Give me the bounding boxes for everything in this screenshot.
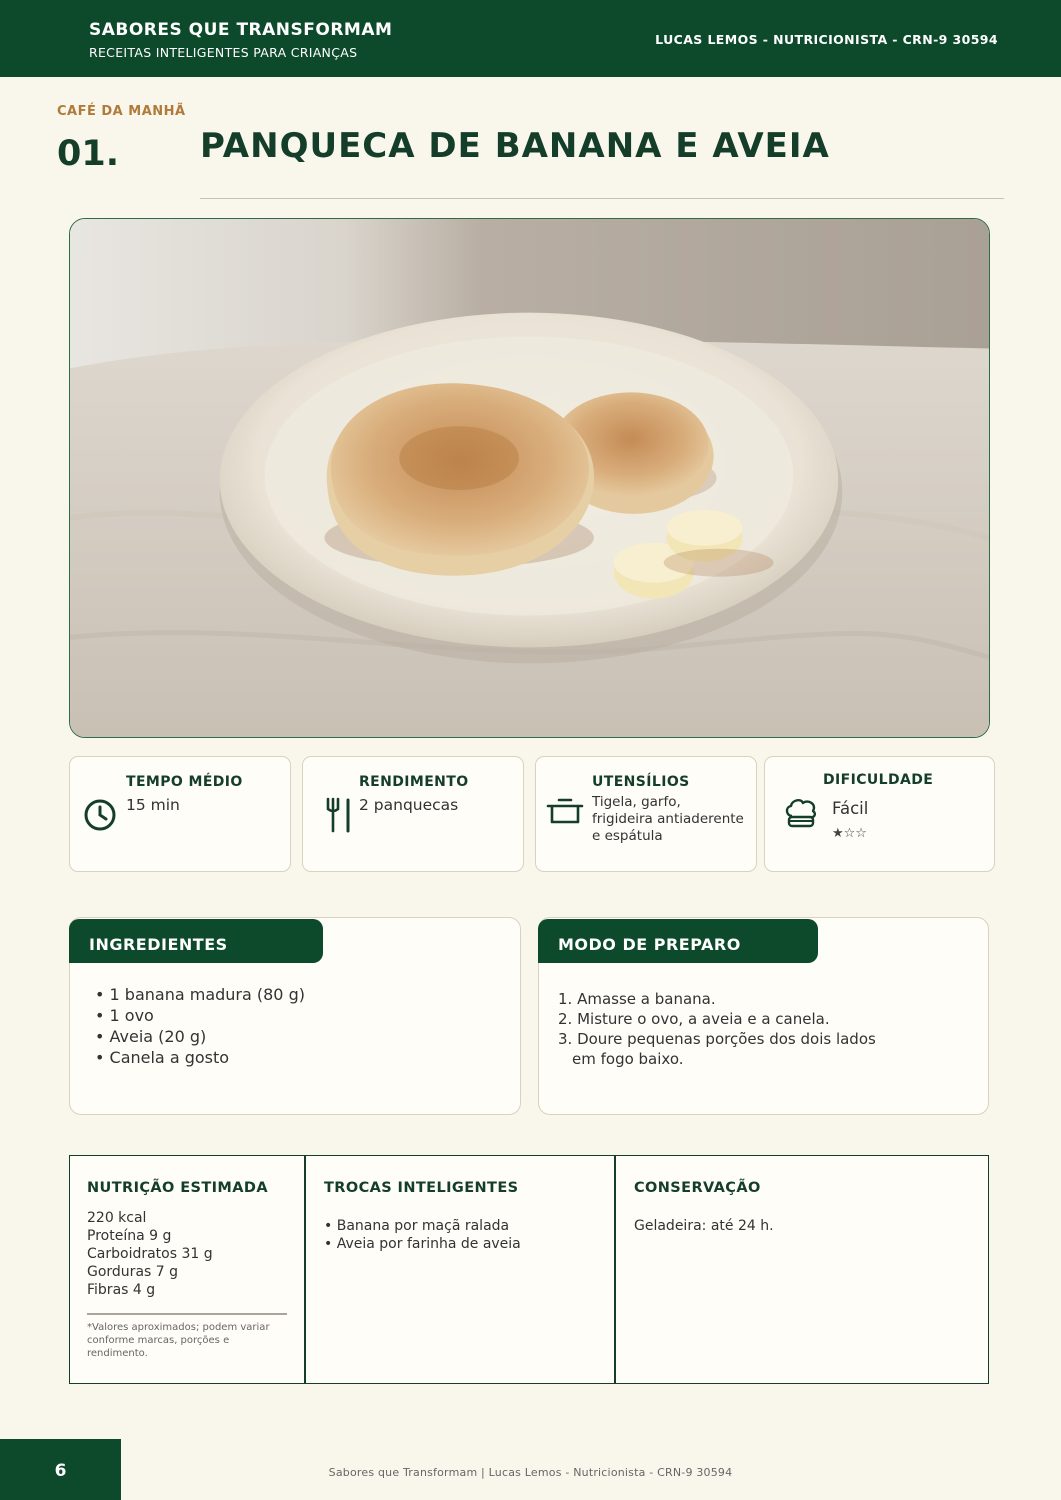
- yield-card: [302, 756, 524, 872]
- fork-knife-icon: [325, 797, 353, 833]
- pancake-plate-illustration: [70, 219, 989, 737]
- nutrition-column: [70, 1156, 304, 1383]
- page-header: [0, 0, 1061, 77]
- preparation-steps: [558, 989, 876, 1069]
- step-item: 2. Misture o ovo, a aveia e a canela.: [558, 1010, 830, 1028]
- utensils-line-2: frigideira antiaderente: [592, 811, 744, 827]
- utensils-card: [535, 756, 757, 872]
- list-item: • Aveia (20 g): [95, 1027, 207, 1046]
- book-subtitle: RECEITAS INTELIGENTES PARA CRIANÇAS: [89, 45, 358, 60]
- time-value: 15 min: [126, 796, 180, 814]
- swaps-column: [306, 1156, 614, 1383]
- difficulty-card: [764, 756, 995, 872]
- swap-item: • Banana por maçã ralada: [324, 1218, 510, 1234]
- nutrition-item: Gorduras 7 g: [87, 1264, 179, 1280]
- preparation-heading: MODO DE PREPARO: [538, 919, 818, 963]
- nutrition-item: Carboidratos 31 g: [87, 1246, 213, 1262]
- ingredients-panel: [69, 917, 521, 1115]
- utensils-value: [592, 794, 744, 845]
- pot-icon: [546, 797, 584, 827]
- list-item: • 1 banana madura (80 g): [95, 985, 305, 1004]
- recipe-number: 01.: [57, 134, 120, 174]
- author-credit: LUCAS LEMOS - NUTRICIONISTA - CRN-9 30594: [655, 32, 998, 47]
- yield-value: 2 panquecas: [359, 796, 459, 814]
- recipe-photo: [69, 218, 990, 738]
- difficulty-value: Fácil: [832, 799, 869, 818]
- page-number: 6: [0, 1439, 121, 1500]
- recipe-category: CAFÉ DA MANHÃ: [57, 104, 186, 119]
- recipe-title: PANQUECA DE BANANA E AVEIA: [200, 126, 830, 166]
- nutrition-heading: NUTRIÇÃO ESTIMADA: [87, 1180, 268, 1196]
- difficulty-stars: ★☆☆: [832, 826, 867, 841]
- utensils-line-1: Tigela, garfo,: [592, 794, 681, 810]
- time-label: TEMPO MÉDIO: [126, 774, 243, 790]
- time-card: [69, 756, 291, 872]
- nutrition-list: [87, 1209, 213, 1299]
- nutrition-item: Proteína 9 g: [87, 1228, 172, 1244]
- ingredients-list: [95, 984, 305, 1068]
- swaps-heading: TROCAS INTELIGENTES: [324, 1180, 519, 1196]
- step-item: em fogo baixo.: [572, 1050, 684, 1068]
- chef-hat-icon: [783, 797, 819, 829]
- ingredients-heading: INGREDIENTES: [69, 919, 323, 963]
- storage-heading: CONSERVAÇÃO: [634, 1180, 761, 1196]
- utensils-line-3: e espátula: [592, 828, 663, 844]
- swaps-list: [324, 1217, 521, 1253]
- nutrition-note: *Valores aproximados; podem variar conforme marcas, porções e rendimento.: [87, 1322, 270, 1359]
- storage-text: Geladeira: até 24 h.: [634, 1218, 774, 1234]
- nutrition-item: Fibras 4 g: [87, 1282, 156, 1298]
- utensils-label: UTENSÍLIOS: [592, 774, 690, 790]
- clock-icon: [83, 798, 117, 832]
- list-item: • Canela a gosto: [95, 1048, 230, 1067]
- nutrition-info-box: [69, 1155, 989, 1384]
- step-item: 3. Doure pequenas porções dos dois lados: [558, 1030, 876, 1048]
- nutrition-item: 220 kcal: [87, 1210, 147, 1226]
- page-footer: Sabores que Transformam | Lucas Lemos - Nutricionista - CRN-9 30594: [328, 1466, 733, 1479]
- difficulty-label: DIFICULDADE: [823, 772, 934, 788]
- book-title: SABORES QUE TRANSFORMAM: [89, 20, 393, 40]
- preparation-panel: [538, 917, 989, 1115]
- storage-column: [616, 1156, 988, 1383]
- swap-item: • Aveia por farinha de aveia: [324, 1236, 521, 1252]
- list-item: • 1 ovo: [95, 1006, 154, 1025]
- step-item: 1. Amasse a banana.: [558, 990, 716, 1008]
- nutrition-divider: [87, 1313, 287, 1315]
- title-divider: [200, 198, 1004, 199]
- yield-label: RENDIMENTO: [359, 774, 469, 790]
